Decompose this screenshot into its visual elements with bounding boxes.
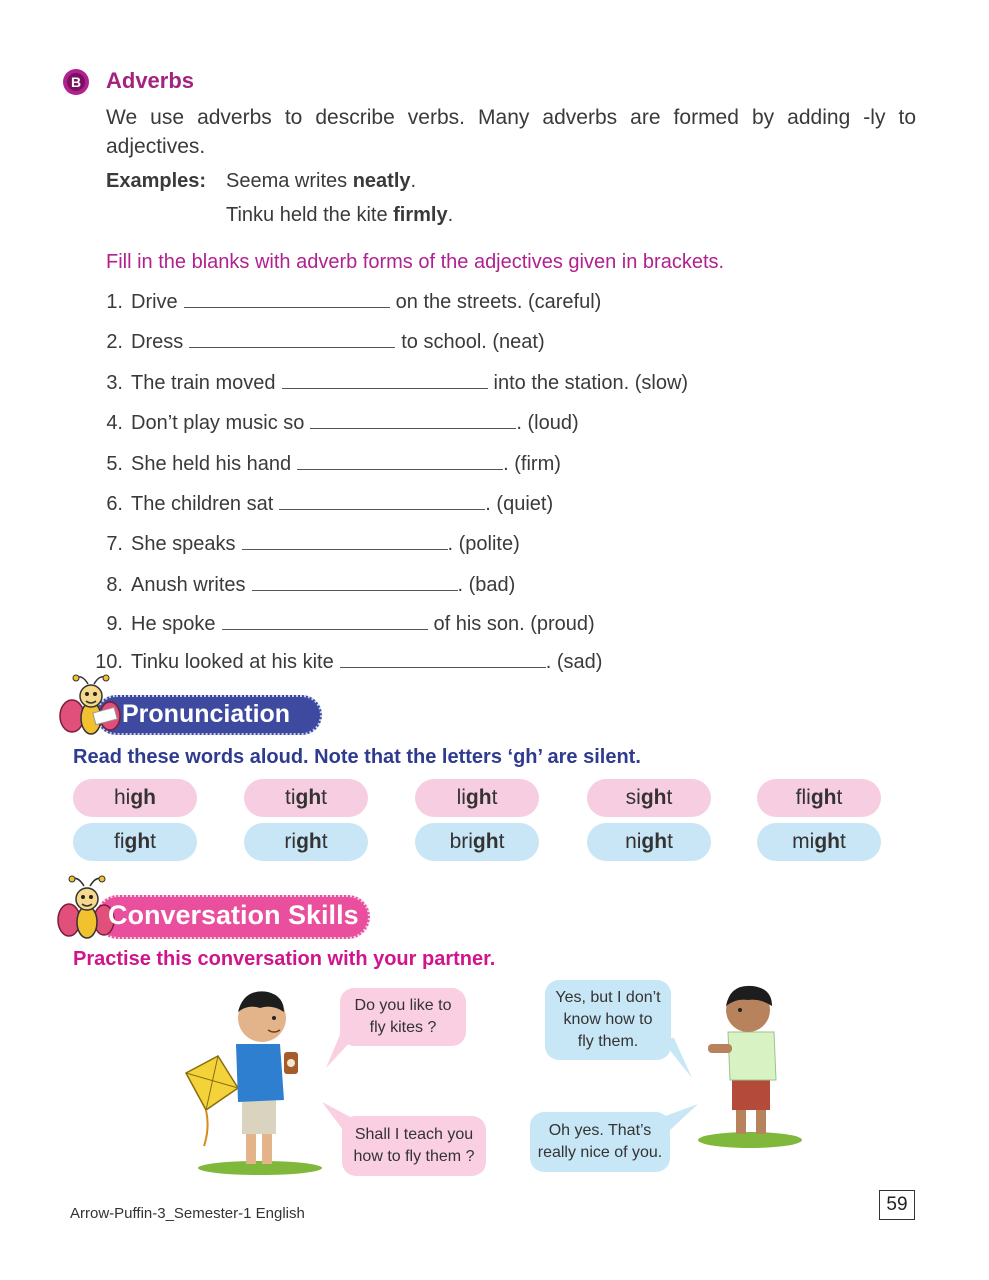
bubble-line: really nice of you.	[537, 1144, 663, 1161]
question-number: 8.	[106, 574, 123, 596]
word-silent-gh: gh	[472, 830, 499, 853]
question-item	[0, 531, 520, 556]
speech-bubble-tail	[660, 1104, 698, 1134]
bubble-line: Shall I teach you	[354, 1126, 474, 1143]
question-hint: into the station. (slow)	[493, 372, 689, 394]
question-hint: to school. (neat)	[401, 331, 545, 353]
word-silent-gh: gh	[295, 786, 322, 809]
pronunciation-instruction: Read these words aloud. Note that the letters ‘gh’ are silent.	[73, 746, 641, 768]
exercise-instruction: Fill in the blanks with adverb forms of the adjectives given in brackets.	[106, 251, 725, 273]
example-2-end: .	[447, 204, 454, 226]
word-silent-gh: gh	[814, 830, 840, 853]
question-number: 7.	[106, 533, 123, 555]
examples-label: Examples:	[106, 170, 207, 192]
speech-bubble-tail	[322, 1102, 356, 1136]
question-item	[0, 370, 688, 395]
bubble-line: Oh yes. That’s	[548, 1122, 652, 1139]
question-text: Don’t play music so	[131, 412, 305, 434]
answer-blank[interactable]	[310, 410, 516, 429]
bee-mascot-icon	[58, 674, 122, 740]
word-start: hi	[113, 786, 131, 809]
word-pill	[73, 779, 197, 817]
word-silent-gh: gh	[124, 830, 151, 853]
bubble-line: how to fly them ?	[353, 1148, 475, 1165]
word-end: t	[666, 786, 673, 809]
bubble-line: fly kites ?	[369, 1019, 437, 1036]
question-text: Drive	[131, 291, 178, 313]
example-1-text: Seema writes	[226, 170, 353, 192]
question-hint: . (bad)	[457, 574, 516, 596]
speech-bubble-3	[342, 1116, 486, 1176]
example-2-adverb: firmly	[393, 204, 448, 226]
answer-blank[interactable]	[340, 649, 546, 668]
answer-blank[interactable]	[184, 289, 390, 308]
word-silent-gh: gh	[296, 830, 322, 853]
word-end: t	[150, 830, 156, 853]
word-end: t	[667, 830, 673, 853]
pronunciation-title: Pronunciation	[122, 700, 291, 728]
answer-blank[interactable]	[282, 370, 488, 389]
answer-blank[interactable]	[242, 531, 448, 550]
word-pill	[244, 779, 368, 817]
example-1	[226, 170, 416, 193]
question-hint: . (loud)	[516, 412, 579, 434]
word-silent-gh: gh	[640, 786, 667, 809]
word-end: t	[836, 786, 843, 809]
word-silent-gh: gh	[465, 786, 492, 809]
word-silent-gh: gh	[810, 786, 837, 809]
question-number: 2.	[106, 331, 123, 353]
question-number: 3.	[106, 372, 123, 394]
word-start: fi	[114, 830, 125, 853]
question-item	[0, 329, 545, 354]
boy-with-kite-illustration	[180, 978, 330, 1176]
word-end: t	[498, 830, 505, 853]
question-text: The children sat	[131, 493, 274, 515]
word-start: ti	[285, 786, 296, 809]
word-pill	[587, 823, 711, 861]
word-pill	[73, 823, 197, 861]
word-start: si	[625, 786, 641, 809]
question-hint: on the streets. (careful)	[395, 291, 602, 313]
word-pill	[587, 779, 711, 817]
bubble-line: Do you like to	[354, 997, 452, 1014]
section-b-badge	[62, 68, 90, 96]
answer-blank[interactable]	[222, 611, 428, 630]
book-footer: Arrow-Puffin-3_Semester-1 English	[70, 1205, 305, 1222]
question-item	[0, 410, 579, 435]
word-pill	[244, 823, 368, 861]
question-hint: . (sad)	[545, 651, 603, 673]
word-start: ni	[625, 830, 642, 853]
question-number: 1.	[106, 291, 123, 313]
answer-blank[interactable]	[297, 451, 503, 470]
word-start: ri	[284, 830, 297, 853]
intro-paragraph: We use adverbs to describe verbs. Many adverbs are formed by adding -ly to adjectives.	[106, 106, 916, 158]
word-pill	[415, 779, 539, 817]
question-hint: . (quiet)	[485, 493, 554, 515]
conversation-instruction: Practise this conversation with your partner.	[73, 948, 496, 970]
question-item	[0, 451, 561, 476]
question-number: 5.	[106, 453, 123, 475]
bee-mascot-icon	[56, 874, 116, 942]
example-2-text: Tinku held the kite	[226, 204, 394, 226]
word-end: t	[491, 786, 498, 809]
question-text: She speaks	[131, 533, 236, 555]
word-silent-gh: gh	[641, 830, 668, 853]
question-hint: . (firm)	[503, 453, 561, 475]
word-end: t	[321, 830, 328, 853]
word-start: li	[456, 786, 466, 809]
bubble-line: fly them.	[577, 1033, 639, 1050]
question-text: The train moved	[131, 372, 276, 394]
section-title: Adverbs	[106, 68, 195, 93]
question-number: 4.	[106, 412, 123, 434]
speech-bubble-2	[545, 980, 671, 1060]
speech-bubble-tail	[322, 1030, 352, 1070]
word-pill	[415, 823, 539, 861]
boy-illustration	[690, 980, 808, 1152]
example-1-end: .	[410, 170, 417, 192]
question-item	[0, 572, 515, 597]
example-2	[226, 204, 453, 227]
word-end: t	[321, 786, 327, 809]
speech-bubble-tail	[660, 1038, 694, 1080]
speech-bubble-1	[340, 988, 466, 1046]
question-text: Dress	[131, 331, 184, 353]
answer-blank[interactable]	[252, 572, 458, 591]
question-text: Anush writes	[131, 574, 246, 596]
question-item	[0, 649, 602, 674]
speech-bubble-4	[530, 1112, 670, 1172]
page-number: 59	[879, 1190, 915, 1220]
bubble-line: Yes, but I don’t	[555, 989, 661, 1006]
word-pill	[757, 779, 881, 817]
question-text: He spoke	[131, 613, 216, 635]
question-item	[0, 611, 595, 636]
question-number: 6.	[106, 493, 123, 515]
question-text: Tinku looked at his kite	[131, 651, 334, 673]
word-start: bri	[449, 830, 473, 853]
word-end: t	[839, 830, 846, 853]
question-item	[0, 491, 553, 516]
question-text: She held his hand	[131, 453, 292, 475]
section-b-letter: B	[70, 74, 82, 90]
word-pill	[757, 823, 881, 861]
word-start: fli	[795, 786, 811, 809]
question-item	[0, 289, 601, 314]
word-silent-gh: gh	[130, 786, 156, 809]
answer-blank[interactable]	[279, 491, 485, 510]
question-number: 9.	[106, 613, 123, 635]
answer-blank[interactable]	[189, 329, 395, 348]
word-start: mi	[792, 830, 815, 853]
bubble-line: know how to	[563, 1011, 653, 1028]
conversation-title: Conversation Skills	[108, 900, 359, 930]
example-1-adverb: neatly	[352, 170, 411, 192]
question-hint: . (polite)	[447, 533, 520, 555]
question-hint: of his son. (proud)	[433, 613, 595, 635]
question-number: 10.	[95, 651, 123, 673]
